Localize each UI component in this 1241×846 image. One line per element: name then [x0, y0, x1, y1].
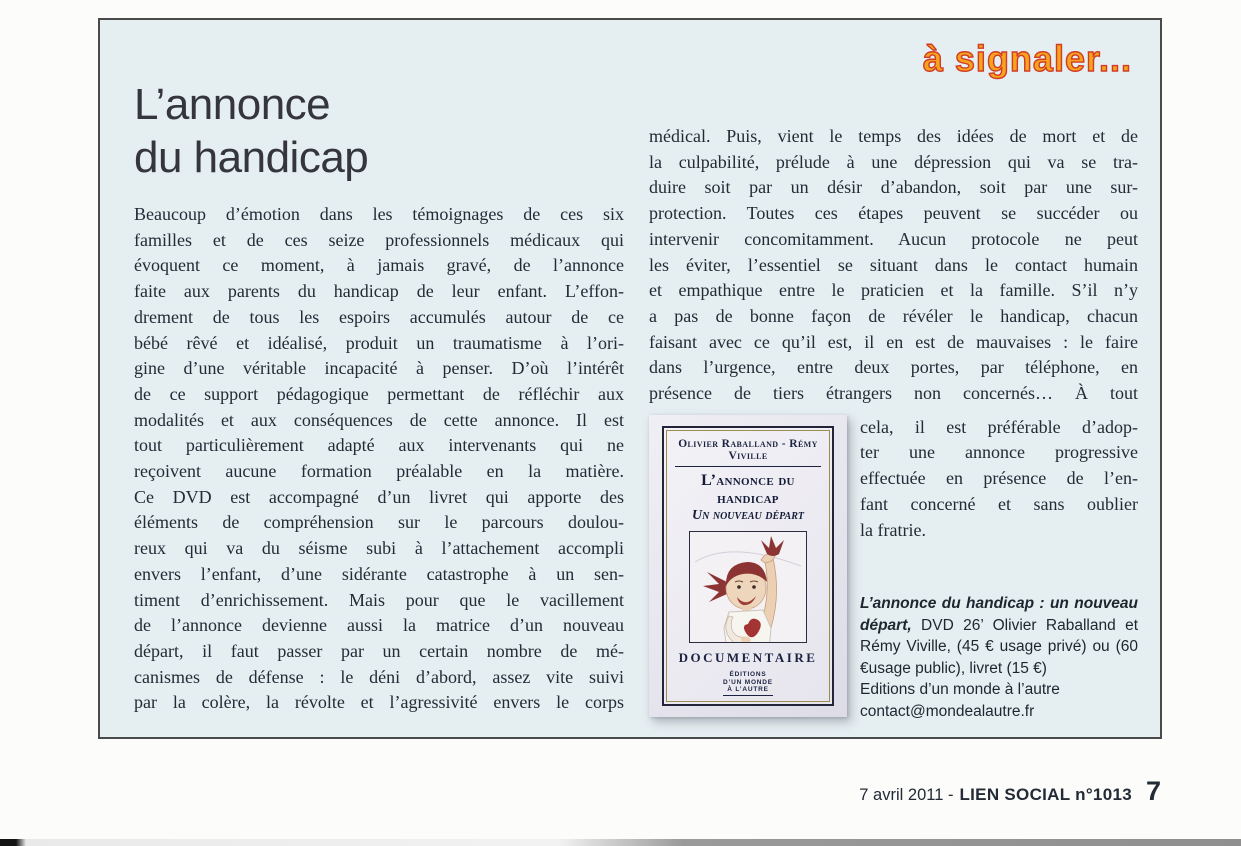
text-line: évoquent ce moment, à jamais gravé, de l’annonce	[134, 255, 624, 276]
text-line: effectuée en présence de l’en-	[860, 468, 1138, 489]
right-column-top-paragraph	[649, 124, 1138, 407]
caption-email: contact@mondealautre.fr	[860, 702, 1035, 720]
dvd-and-caption-row	[649, 415, 1138, 723]
text-line: intervenir concomitamment. Aucun protocole ne peut	[649, 228, 1138, 249]
footer-page-number: 7	[1145, 776, 1161, 806]
article-title-line2: du handicap	[134, 133, 369, 182]
right-of-cover-stack	[860, 415, 1138, 723]
scan-edge-artifact	[0, 839, 1241, 846]
text-line: par la colère, la révolte et l’agressivité envers le corps	[134, 692, 624, 713]
text-line: de ce support pédagogique permettant de réfléchir aux	[134, 383, 624, 404]
text-line: départ, il faut passer par un certain nombre de mé-	[134, 640, 624, 661]
girl-illustration	[689, 531, 807, 644]
text-line: envers l’enfant, d’une sidérante catastrophe à un sen-	[134, 563, 624, 584]
dvd-publisher-logo	[723, 671, 773, 696]
dvd-title: L’annonce du handicap	[701, 471, 795, 507]
text-line: cela, il est préférable d’adop-	[860, 416, 1138, 437]
text-line: la culpabilité, prélude à une dépression qui va se tra-	[649, 151, 1138, 172]
page-footer	[859, 776, 1161, 807]
text-line: tout particulièrement adapté aux intervenants qui ne	[134, 435, 624, 456]
text-line: faite aux parents du handicap de leur enfant. L’effon-	[134, 281, 624, 302]
text-line: ÉDITIONS	[729, 671, 767, 679]
text-line: fant concerné et sans oublier	[860, 493, 1138, 514]
article-title-line1: L’annonce	[134, 80, 331, 129]
text-line: familles et de ces seize professionnels médicaux qui	[134, 229, 624, 250]
dvd-genre-label: DOCUMENTAIRE	[678, 650, 818, 666]
text-line: reux qui va du séisme subi à l’attachement accompli	[134, 538, 624, 559]
article-title	[134, 78, 368, 184]
dvd-authors: Olivier Raballand - Rémy Viville	[678, 437, 818, 462]
text-line: duire soit par un désir d’abandon, soit par une sur-	[649, 177, 1138, 198]
text-line: médical. Puis, vient le temps des idées de mort et de	[649, 126, 1138, 146]
section-header: à signaler...	[922, 38, 1132, 79]
footer-date: 7 avril 2011 -	[859, 786, 954, 804]
article-panel	[98, 18, 1162, 739]
dvd-cover-frame	[662, 426, 834, 706]
caption-title: L’annonce du handicap : un nouveau départ,	[860, 595, 1138, 634]
caption-publisher: Editions d’un monde à l’autre	[860, 681, 1060, 699]
dvd-cover-inner-frame	[666, 430, 830, 702]
article-right-column	[649, 124, 1138, 722]
text-line: Beaucoup d’émotion dans les témoignages de ces six	[134, 204, 624, 224]
text-line: gine d’une véritable incapacité à penser. D’où l’intérêt	[134, 358, 624, 379]
text-line: reçoivent aucune formation préalable en la matière.	[134, 461, 624, 482]
dvd-caption	[860, 593, 1138, 722]
dvd-subtitle: Un nouveau départ	[692, 507, 804, 523]
text-line: faisant avec ce qu’il est, il en est de mauvaises : le faire	[649, 331, 1138, 352]
text-line: Ce DVD est accompagné d’un livret qui apporte des	[134, 486, 624, 507]
text-line: présence de tiers étrangers non concernés… À tout	[649, 383, 1138, 404]
text-line: les éviter, l’essentiel se situant dans le contact humain	[649, 254, 1138, 275]
text-line: bébé rêvé et idéalisé, produit un traumatisme à l’ori-	[134, 332, 624, 353]
text-line: ter une annonce progressive	[860, 442, 1138, 463]
text-line: À L’AUTRE	[723, 686, 773, 696]
text-line: éléments de compréhension sur le parcours doulou-	[134, 512, 624, 533]
text-line: modalités et aux conséquences de cette annonce. Il est	[134, 409, 624, 430]
text-line: protection. Toutes ces étapes peuvent se succéder ou	[649, 203, 1138, 224]
text-line: la fratrie.	[860, 519, 926, 540]
text-line: timent d’enrichissement. Mais pour que le vacillement	[134, 589, 624, 610]
text-line: drement de tous les espoirs accumulés autour de ce	[134, 306, 624, 327]
text-line: et empathique entre le praticien et la famille. S’il n’y	[649, 280, 1138, 301]
dvd-cover	[649, 415, 847, 717]
dvd-rule	[675, 466, 821, 467]
article-left-column	[134, 202, 624, 716]
text-line: a pas de bonne façon de révéler le handicap, chacun	[649, 305, 1138, 326]
text-line: de l’annonce devienne aussi la matrice d’un nouveau	[134, 615, 624, 636]
right-column-wrap-paragraph	[860, 415, 1138, 544]
text-line: dans l’urgence, entre deux portes, par téléphone, en	[649, 357, 1138, 378]
footer-journal-title: LIEN SOCIAL n°1013	[959, 785, 1132, 804]
text-line: canismes de défense : le déni d’abord, assez vite suivi	[134, 666, 624, 687]
text-line: D’UN MONDE	[723, 678, 773, 686]
caption-body: DVD 26’ Olivier Raballand et Rémy Viville, (45 € usage privé) ou (60 €usage public), livret (15 €)	[860, 616, 1138, 677]
